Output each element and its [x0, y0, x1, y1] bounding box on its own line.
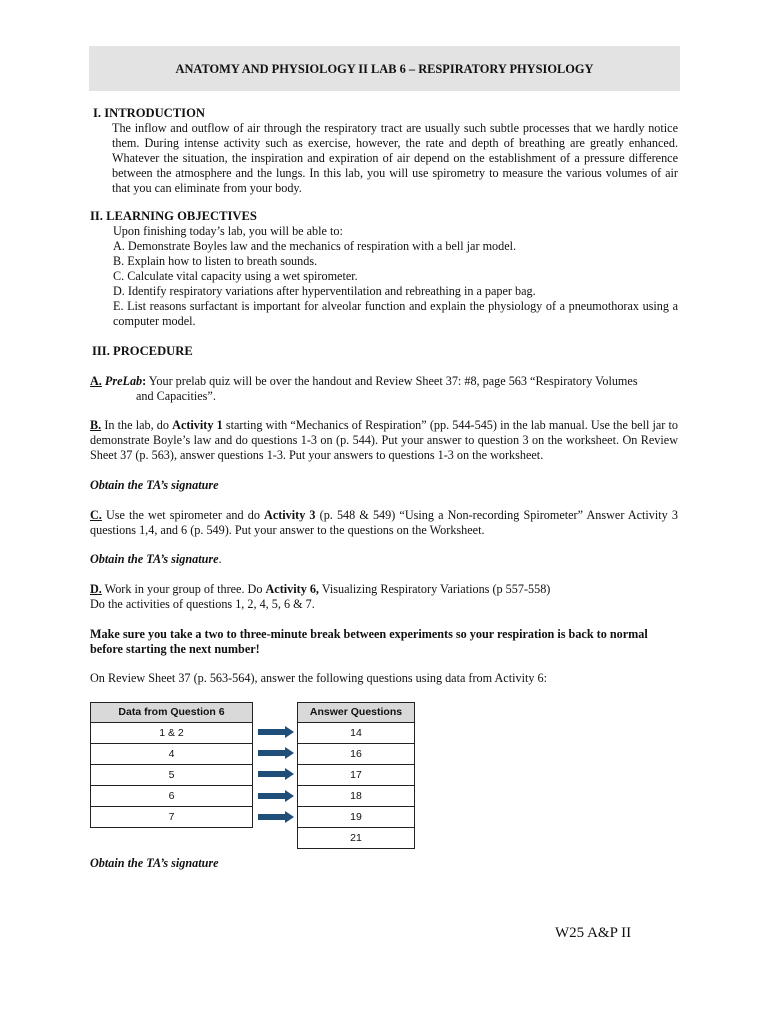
step-a: [90, 374, 680, 389]
break-note: Make sure you take a two to three-minute break between experiments so your respiration is back to normal before starting the next number!: [90, 627, 648, 656]
ta-signature-2-period: .: [218, 552, 222, 566]
footer-course-code: W25 A&P II: [555, 925, 632, 941]
data-table-cell: 5: [91, 765, 253, 786]
ta-signature-2-line: [90, 552, 222, 567]
objectives-lead: Upon finishing today’s lab, you will be able to:: [113, 224, 343, 238]
data-table-cell: 4: [91, 744, 253, 765]
answer-table-cell: 18: [298, 786, 415, 807]
step-a-colon: :: [142, 374, 147, 388]
document-title: ANATOMY AND PHYSIOLOGY II LAB 6 – RESPIRATORY PHYSIOLOGY: [175, 62, 594, 76]
step-d-activity: Activity 6,: [265, 582, 319, 596]
ta-signature-3: Obtain the TA’s signature: [90, 856, 219, 870]
step-a-letter: A.: [90, 374, 102, 388]
step-b-text-2: starting with “Mechanics of Respiration” (pp. 544-545) in the lab manual. Use the bell jar to demonstrate Boyle’s law and do questions 1-3 on (p. 544). Put your answer to question 3 on the worksheet. On Review Sheet 37 (p. 563), answer questions 1-3. Put your answers to questions 1-3 on the worksheet.: [90, 418, 679, 462]
answer-table-cell: 19: [298, 807, 415, 828]
objective-d: D. Identify respiratory variations after hyperventilation and rebreathing in a paper bag.: [113, 284, 536, 298]
answer-table-cell: 17: [298, 765, 415, 786]
step-c-activity: Activity 3: [264, 508, 316, 522]
step-c: [90, 508, 678, 538]
title-banner: [89, 46, 680, 91]
right-arrow-icon: [258, 811, 294, 823]
right-arrow-icon: [258, 726, 294, 738]
right-arrow-icon: [258, 747, 294, 759]
data-table-cell: 1 & 2: [91, 723, 253, 744]
data-table-cell: 7: [91, 807, 253, 828]
step-c-letter: C.: [90, 508, 102, 522]
step-a-text: Your prelab quiz will be over the handout and Review Sheet 37: #8, page 563 “Respiratory Volumes: [146, 374, 638, 388]
answer-questions-table: [297, 702, 415, 849]
data-question-table: [90, 702, 253, 828]
step-d: [90, 582, 680, 597]
answer-table-cell: 14: [298, 723, 415, 744]
step-d-letter: D.: [90, 582, 102, 596]
objective-a: A. Demonstrate Boyles law and the mechanics of respiration with a bell jar model.: [113, 239, 517, 253]
objective-e: E. List reasons surfactant is important for alveolar function and explain the physiology of a pneumothorax using a computer model.: [113, 299, 678, 328]
ta-signature-1: Obtain the TA’s signature: [90, 478, 219, 492]
step-b: [90, 418, 678, 463]
data-table-cell: 6: [91, 786, 253, 807]
right-arrow-icon: [258, 768, 294, 780]
ta-signature-2: Obtain the TA’s signature: [90, 552, 219, 566]
answer-table-header: Answer Questions: [298, 703, 415, 723]
data-table-header: Data from Question 6: [91, 703, 253, 723]
objective-b: B. Explain how to listen to breath sounds.: [113, 254, 318, 268]
step-b-activity: Activity 1: [172, 418, 223, 432]
intro-paragraph: The inflow and outflow of air through the respiratory tract are usually such subtle processes that we hardly notice them. During intense activity such as exercise, however, the rate and depth of breathing are greatly enhanced. Whatever the situation, the inspiration and expiration of air depend on the establishment of a pressure difference between the atmosphere and the lungs. In this lab, you will use spirometry to measure the various volumes of air that you can eliminate from your body.: [112, 121, 678, 195]
step-d-line-2: Do the activities of questions 1, 2, 4, 5, 6 & 7.: [90, 597, 315, 611]
intro-heading: I. INTRODUCTION: [93, 106, 205, 120]
review-instruction: On Review Sheet 37 (p. 563-564), answer the following questions using data from Activity 6:: [90, 671, 547, 685]
step-a-label: PreLab: [104, 374, 143, 388]
step-d-text-2: Visualizing Respiratory Variations (p 557-558): [318, 582, 551, 596]
right-arrow-icon: [258, 790, 294, 802]
answer-table-cell: 16: [298, 744, 415, 765]
step-b-letter: B.: [90, 418, 102, 432]
step-b-text-1: In the lab, do: [101, 418, 173, 432]
step-d-text-1: Work in your group of three. Do: [101, 582, 266, 596]
objectives-heading: II. LEARNING OBJECTIVES: [90, 209, 257, 223]
objective-c: C. Calculate vital capacity using a wet spirometer.: [113, 269, 358, 283]
step-c-text-1: Use the wet spirometer and do: [101, 508, 265, 522]
answer-table-cell: 21: [298, 828, 415, 849]
step-c-text-2: (p. 548 & 549) “Using a Non-recording Spirometer” Answer Activity 3 questions 1,4, and 6 (p. 549). Put your answer to the questions on the Worksheet.: [90, 508, 678, 537]
procedure-heading: III. PROCEDURE: [92, 344, 193, 358]
step-a-text-2: and Capacities”.: [136, 389, 216, 403]
